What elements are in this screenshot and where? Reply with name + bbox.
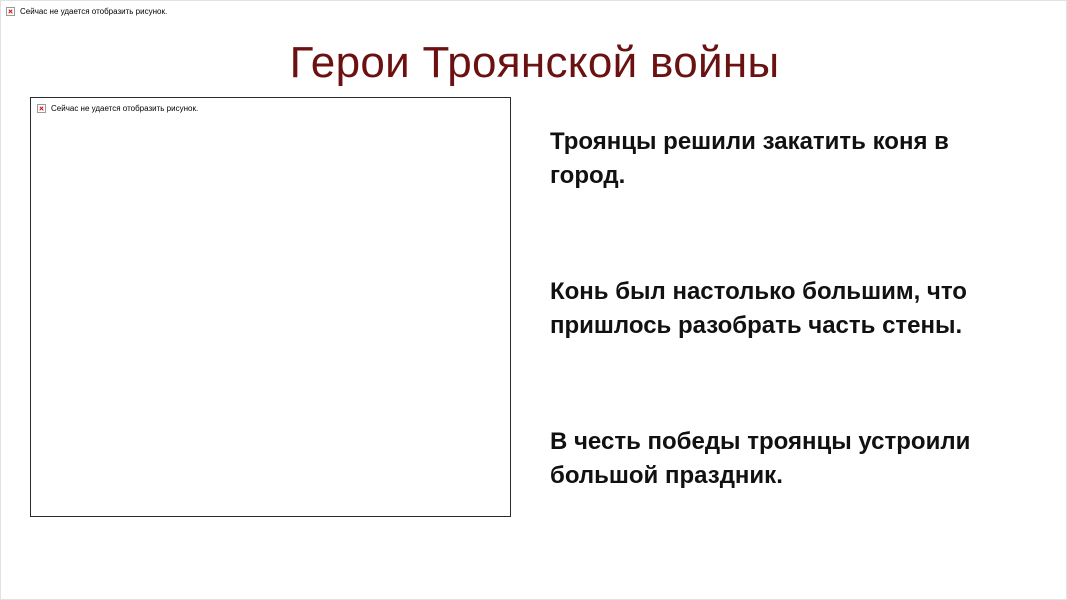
broken-image-placeholder-frame bbox=[37, 104, 198, 113]
paragraph-2: Конь был настолько большим, что пришлось разобрать часть стены. bbox=[550, 278, 967, 339]
paragraph-1: Троянцы решили закатить коня в город. bbox=[550, 128, 949, 189]
slide-title: Герои Троянской войны bbox=[289, 38, 780, 87]
text-block bbox=[550, 125, 1030, 575]
broken-image-text: Сейчас не удается отобразить рисунок. bbox=[20, 7, 168, 16]
image-frame bbox=[30, 97, 511, 517]
broken-image-text: Сейчас не удается отобразить рисунок. bbox=[51, 104, 199, 113]
paragraph-3: В честь победы троянцы устроили большой праздник. bbox=[550, 428, 971, 489]
broken-image-placeholder-top bbox=[6, 7, 167, 16]
broken-image-icon bbox=[37, 104, 46, 113]
broken-image-icon bbox=[6, 7, 15, 16]
